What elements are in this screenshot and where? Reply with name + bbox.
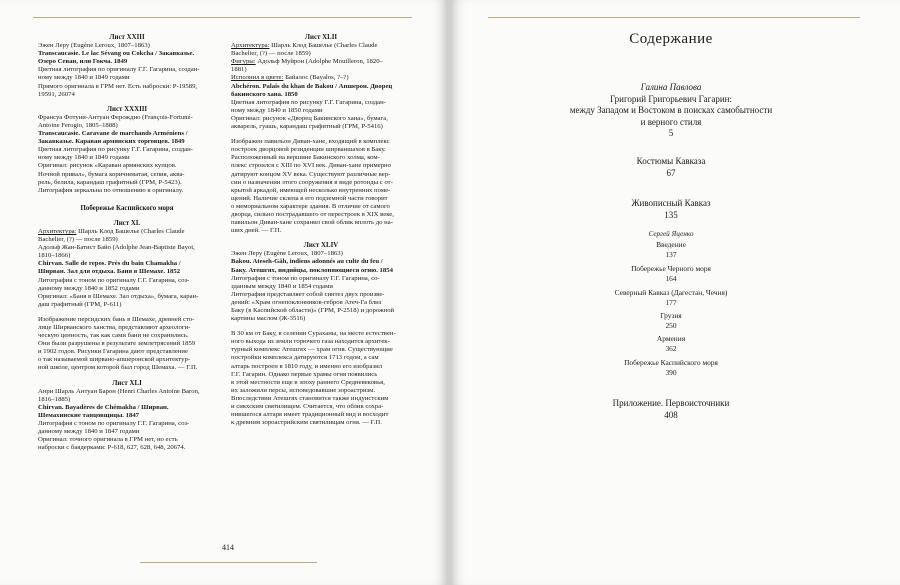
commentary-line: и сикхским святилищем. Считается, что облик сохра- (231, 403, 384, 411)
entry-line: Шемахинские танцовщицы. 1847 (38, 411, 140, 419)
entry-line: Литография с тоном по оригиналу Г.Г. Гагарина, соз- (38, 420, 190, 428)
role-label: Архитектура: (231, 42, 270, 50)
entry-line: данному между 1840 и 1847 годами (38, 428, 140, 436)
left-page (0, 0, 447, 585)
toc-entry[interactable] (491, 358, 851, 378)
entry-line: данному между 1840 и 1852 годами (38, 284, 140, 292)
toc-page-number: 362 (665, 343, 677, 353)
toc-page-number: 135 (664, 209, 678, 220)
entry-line: Литография представляет собой синтез двух произве- (231, 290, 385, 298)
toc-author: Галина Павлова (640, 82, 702, 92)
toc-page-number: 164 (665, 273, 677, 283)
right-column (231, 34, 411, 427)
entry-line: Цветная литография по рисунку Г.Г. Гагарина, создан- (38, 146, 193, 154)
entry-line: ному между 1840 и 1850 годами (231, 106, 323, 114)
toc-title-line: Побережье Каспийского моря (624, 358, 718, 367)
entry-line: Анри Шарль Антуан Барон (Henri Charles Antoine Baron, (38, 387, 200, 395)
entry-title: Лист XXIII (109, 34, 145, 41)
toc-page-number: 250 (665, 320, 677, 330)
entry-line: Баку. Атешгях, индийцы, поклоняющиеся огню. 1854 (231, 266, 393, 274)
entry-line: Abchéron. Palais du khan de Bakou / Апшерон. Дворец (231, 82, 393, 90)
toc-entry[interactable] (491, 264, 851, 284)
commentary-line: ной школе, центром которой был город Шемаха. — Г.П. (38, 364, 198, 372)
entry-line: акварель, гуашь, карандаш графитный (ГРМ, Р-5416) (231, 123, 383, 131)
entry-line: ному между 1840 и 1849 годами (38, 74, 130, 82)
toc-entry[interactable] (491, 288, 851, 308)
entry-line: Озеро Севан, или Гокча. 1849 (38, 58, 128, 66)
toc-page-number: 177 (665, 297, 677, 307)
commentary-line: лице Ширванского ханства, представляют археологи- (38, 324, 191, 331)
commentary-line: плекс строился с XIII по XVI век. Диван-хане примерно (231, 162, 391, 170)
commentary-line: датируют концом XV века. Существуют различные вер- (231, 170, 391, 178)
entry-line: 1816–1885) (38, 395, 71, 403)
commentary-line: ческую ценность, так как сами бани не сохранились. (38, 332, 189, 340)
toc-entry[interactable] (491, 398, 851, 421)
entry-line: Bakou. Ateseh-Gâh, indiens adonnés au culte du feu / (231, 258, 383, 266)
toc-page-number: 137 (665, 249, 677, 259)
left-column (38, 34, 216, 452)
role-text: Байалос (Bayalos, ?–?) (283, 74, 349, 82)
commentary-line: их заложили персы, исповедовавшие зороастризм. (231, 386, 375, 394)
entry-title: Лист XLIV (303, 242, 339, 250)
entry-line: Transcaucasie. Caravane de marchands Arméniens / (38, 130, 188, 138)
entry-line: Chirvan. Bayadères de Chémakha / Ширван. (38, 403, 169, 411)
commentary-line: о мемориальном характере здания. В отличие от самого (231, 202, 390, 210)
entry-line (38, 228, 216, 236)
entry-line: Цветная литография по оригиналу Г.Г. Гагарина, создан- (38, 66, 200, 74)
toc-title-line: Костюмы Кавказа (636, 156, 706, 166)
commentary-line: турный комплекс Атешгях — храм огня. Существующие (231, 346, 393, 354)
entry-line: Bachelier, (?) — после 1859) (231, 50, 311, 58)
section-title: Побережье Каспийского моря (80, 204, 174, 212)
contents-title: Содержание (629, 31, 713, 47)
toc-title-line: Введение (656, 239, 686, 249)
entry-line: Оригинал: рисунок «Дворец Бакинского хана», бумага, (231, 114, 388, 122)
commentary-line: построек дворцовой резиденции ширваншахов в Баку. (231, 146, 386, 154)
entry-line: Баку (в Каспийской области)» (ГРМ, Р-2518) и дорожной (231, 307, 395, 314)
entry-line: Оригинал: «Баня в Шемахе. Зал отдыха», бумага, каран- (38, 292, 199, 300)
toc-title-line: Приложение. Первоисточники (612, 398, 730, 408)
entry-title: Лист XLII (304, 34, 338, 41)
entry-line: наброски с баядерками: Р-618, 627, 628, 648, 20674. (38, 444, 186, 452)
entry-line: Литография с тоном по оригиналу Г.Г. Гагарина, соз- (38, 276, 190, 284)
commentary-line: щений. Наличие склепа в его подземной части говорит (231, 194, 388, 202)
entry-line (231, 58, 411, 66)
toc-entry[interactable] (491, 334, 851, 354)
entry-line: Эжен Леру (Eugène Leroux, 1807–1863) (231, 250, 343, 258)
entry-line: дений: «Храм огнепоклонников-гебров Атеч-Га близ (231, 298, 382, 306)
commentary-line: Они были разрушены в результате землетрясений 1859 (38, 340, 196, 348)
commentary-line: о так называемой ширвано-апшеронской архитектур- (38, 356, 191, 364)
role-text: Шарль Клод Башелье (Charles Claude (269, 42, 378, 50)
toc-title-line: и верного стиля (640, 116, 702, 127)
commentary-line: и 1902 годов. Рисунки Гагарина дают представление (38, 348, 188, 356)
toc-entry[interactable] (491, 311, 851, 331)
toc-title-line: Живописный Кавказ (631, 198, 711, 208)
page-number: 414 (222, 543, 234, 552)
entry-line: Transcaucasie. Le lac Sévang ou Cokcha / Закавказье. (38, 50, 195, 58)
footer-rule (140, 562, 317, 563)
entry-line: зданным между 1840 и 1854 годами (231, 282, 333, 290)
toc-title-line: Армения (656, 334, 686, 343)
toc-entry[interactable] (491, 230, 851, 259)
entry-line: 19591, 26074 (38, 90, 75, 98)
commentary-line: Изображение персидских бань в Шемахе, древней сто- (38, 315, 195, 323)
entry-line: Chirvan. Salle de repos. Près du bain Chamakha / (38, 260, 181, 268)
commentary-line: к древним зороастрийским святилищам огня. — Г.П. (231, 419, 382, 427)
commentary-line: нившегося алтаря имеет традиционный вид и восходит (231, 411, 389, 419)
toc-author: Сергей Яценко (648, 230, 694, 238)
toc-entry[interactable] (491, 156, 851, 179)
toc-page-number: 67 (666, 167, 676, 178)
entry-line: Ночной привал», бумага коричневатая, сепия, аква- (38, 170, 185, 178)
commentary-line: В 30 км от Баку, в селении Сураханы, на месте естествен- (231, 330, 396, 338)
entry-line: Эжен Леру (Eugène Leroux, 1807–1863) (38, 42, 150, 50)
commentary-line: в этой местности еще в эпоху раннего Средневековья, (231, 378, 385, 386)
toc-title-line: Северный Кавказ (Дагестан, Чечня) (614, 288, 728, 297)
commentary-line: дворца, сильно пострадавшего от перестроек в XIX веке, (231, 210, 394, 218)
commentary-line: алтарь построен в 1810 году, и именно его изобразил (231, 362, 383, 370)
toc-page-number: 408 (664, 409, 678, 420)
entry-line: Цветная литография по рисунку Г.Г. Гагарина, создан- (231, 98, 386, 106)
entry-line: Закавказье. Караван армянских торговцев. 1849 (38, 138, 185, 146)
entry-title: Лист XL (113, 219, 141, 227)
entry-line: Оригинал: точного оригинала в ГРМ нет, но есть (38, 436, 178, 444)
commentary-line: сии о назначении этого сооружения в виде ротонды с от- (231, 178, 393, 186)
toc-title-line: Побережье Черного моря (631, 264, 711, 273)
entry-line: бакинского хана. 1850 (231, 90, 298, 98)
toc-page-number: 390 (665, 367, 677, 377)
role-text: Шарль Клод Башелье (Charles Claude (76, 227, 185, 235)
entry-line: Оригинал: рисунок «Караван армянских купцов. (38, 162, 177, 170)
commentary-line: ного выхода из земли горючего газа находится архитек- (231, 338, 390, 346)
entry-line: 1881) (231, 66, 247, 74)
entry-line: Прямого оригинала в ГРМ нет. Есть наброски: Р-19589, (38, 82, 198, 90)
commentary-line: Впоследствии Атешгях становится также индуистским (231, 394, 389, 402)
entry-line (231, 42, 411, 50)
commentary-line: павильон Диван-хане сохранил свой облик вплоть до на- (231, 219, 393, 227)
toc-entry[interactable] (491, 198, 851, 221)
entry-line: Франсуа Фотуни-Антуан Ферождио (François-Fortuné- (38, 113, 193, 121)
entry-line: Ширван. Зал для отдыха. Баня в Шемахе. 1852 (38, 268, 181, 276)
role-label: Фигуры: (231, 58, 256, 66)
commentary-line: Изображен павильон Диван-хане, входящий в комплекс (231, 138, 390, 146)
entry-line: Адольф Жан-Батист Байо (Adolphe Jean-Baptiste Bayot, (38, 244, 195, 252)
entry-line: ному между 1840 и 1849 годами (38, 154, 130, 162)
role-text: Адольф Муйрон (Adolphe Mouilleron, 1820– (255, 58, 383, 66)
toc-title-line: Грузия (660, 311, 682, 320)
toc-entry[interactable] (491, 82, 851, 140)
commentary-line: Расположенный на вершине Бакинского холма, ком- (231, 154, 380, 162)
entry-line: 1810–1866) (38, 252, 71, 260)
commentary-line: Г.Г. Гагарин. Однако первые храмы огня появились (231, 370, 378, 378)
entry-line: Литография зеркальна по отношению к оригиналу. (38, 186, 184, 194)
entry-line: картины маслом (Ж-3516) (231, 315, 306, 323)
commentary-line: ших дней. — Г.П. (231, 227, 282, 235)
entry-line: рель, белила, карандаш графитный (ГРМ, Р-5423). (38, 178, 182, 186)
header-rule (488, 17, 860, 18)
entry-line: Литография с тоном по оригиналу Г.Г. Гагарина, со- (231, 274, 380, 282)
role-label: Архитектура: (38, 227, 77, 235)
entry-title: Лист XXXIII (106, 105, 148, 113)
commentary-line: постройки комплекса датируются 1713 годом, а сам (231, 354, 379, 362)
toc-page-number: 5 (668, 128, 674, 139)
entry-line: даш графитный (ГРМ, Р-611) (38, 300, 122, 308)
header-rule (33, 17, 412, 18)
toc-title-line: Григорий Григорьевич Гагарин: (610, 93, 732, 104)
entry-line (231, 74, 411, 82)
entry-line: Bachelier, (?) — после 1859) (38, 236, 118, 244)
toc-title-line: между Западом и Востоком в поисках самобытности (569, 105, 773, 116)
entry-title: Лист XLI (112, 379, 142, 387)
commentary-line: крытой аркадой, имеющей несколько внутренних поме- (231, 186, 391, 194)
role-label: Исполнил в цвете: (231, 74, 284, 82)
entry-line: Antoine Ferogio, 1805–1888) (38, 121, 118, 129)
